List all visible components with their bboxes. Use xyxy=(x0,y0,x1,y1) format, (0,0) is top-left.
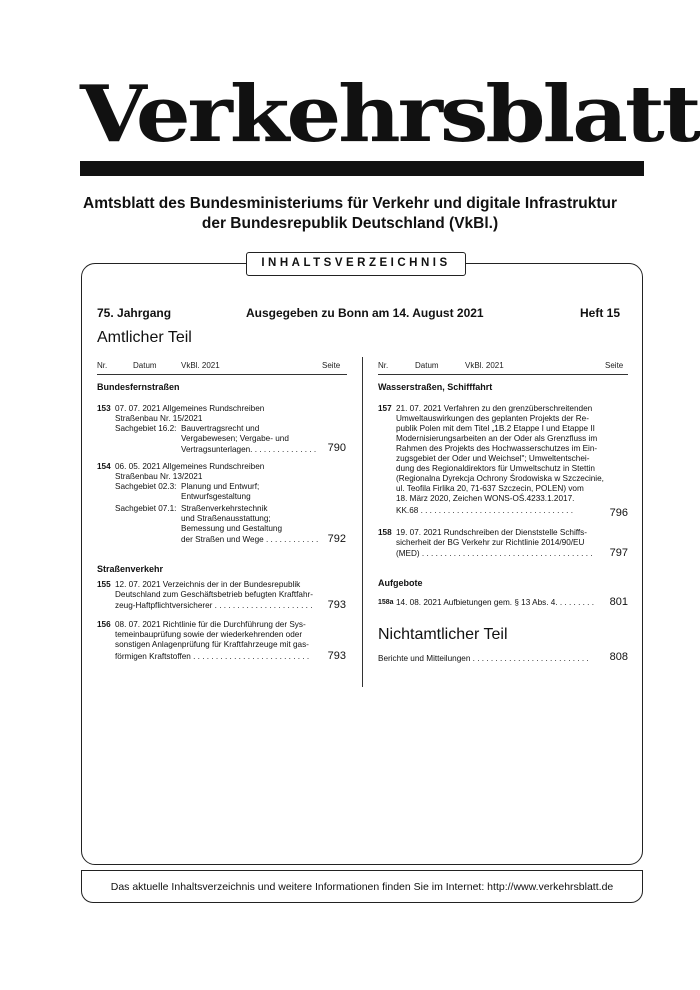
entry-154-line: und Straßenausstattung; xyxy=(181,514,271,523)
entry-157-line: Rahmen des Projekts des Hochwasserschutzes im Ein- xyxy=(396,444,598,453)
masthead-rule xyxy=(80,161,644,176)
entry-157-page[interactable]: 796 xyxy=(609,507,628,519)
jahrgang: 75. Jahrgang xyxy=(97,306,172,320)
entry-153-line: Bauvertragsrecht und xyxy=(181,424,260,433)
col-vkbl-left: VkBl. 2021 xyxy=(181,361,220,370)
entry-153-page[interactable]: 790 xyxy=(327,442,346,454)
entry-berichte-page[interactable]: 808 xyxy=(609,651,628,663)
col-nr-right: Nr. xyxy=(378,361,389,370)
issue-date: Ausgegeben zu Bonn am 14. August 2021 xyxy=(246,306,484,320)
entry-157-number: 157 xyxy=(378,404,392,413)
entry-153-number: 153 xyxy=(97,404,111,413)
entry-157-line: 18. März 2020, Zeichen WONS-OŚ.4233.1.2017. xyxy=(396,494,575,503)
entry-154-line: Sachgebiet 07.1: xyxy=(115,504,177,513)
entry-157-line: (Regionalna Dyrekcja Ochrony Środowiska w Szczecinie, xyxy=(396,474,604,483)
amtlicher-teil-heading: Amtlicher Teil xyxy=(97,329,192,346)
subtitle-line-1: Amtsblatt des Bundesministeriums für Verkehr und digitale Infrastruktur xyxy=(83,195,617,212)
entry-154-line: Planung und Entwurf; xyxy=(181,482,260,491)
entry-156-number: 156 xyxy=(97,620,111,629)
entry-berichte-line: Berichte und Mitteilungen . . . . . . . . . . . . . . . . . . . . . . . . . . xyxy=(378,654,589,663)
entry-158-number: 158 xyxy=(378,528,392,537)
entry-158-line: 19. 07. 2021 Rundschreiben der Dienststelle Schiffs- xyxy=(396,528,588,537)
entry-158a-number: 158a xyxy=(378,599,394,606)
entry-153-line: Vertragsunterlagen. . . . . . . . . . . . . . . xyxy=(181,445,317,454)
entry-153-line: Straßenbau Nr. 15/2021 xyxy=(115,414,203,423)
entry-154-number: 154 xyxy=(97,462,111,471)
entry-156-line: sonstigen Anlagenprüfung für Kraftfahrzeuge mit gas- xyxy=(115,640,309,649)
section-aufgebote: Aufgebote xyxy=(378,578,423,588)
heft-number: Heft 15 xyxy=(580,306,621,320)
entry-157-line: Modernisierungsarbeiten an der Oder als Grenzfluss im xyxy=(396,434,598,443)
entry-153-line: Sachgebiet 16.2: xyxy=(115,424,177,433)
col-datum-left: Datum xyxy=(133,361,157,370)
entry-157-line: dung des Regionaldirektors für Umweltschutz in Stettin xyxy=(396,464,595,473)
entry-157-line: zugsgebiet der Oder und Weichsel"; Umweltentschei- xyxy=(396,454,590,463)
entry-154-line: Straßenverkehrstechnik xyxy=(181,504,268,513)
entry-157-line: ul. Teofila Firlika 20, 71-637 Szczecin, POLEN) vom xyxy=(396,484,584,493)
masthead-logo: Verkehrsblatt xyxy=(80,68,699,160)
entry-153-line: 07. 07. 2021 Allgemeines Rundschreiben xyxy=(115,404,265,413)
col-rule-left xyxy=(97,374,347,375)
subtitle-line-2: der Bundesrepublik Deutschland (VkBl.) xyxy=(201,215,499,232)
entry-158-line: (MED) . . . . . . . . . . . . . . . . . . . . . . . . . . . . . . . . . . . . . . xyxy=(396,549,593,558)
col-rule-right xyxy=(378,374,628,375)
section-strassenverkehr: Straßenverkehr xyxy=(97,564,164,574)
footer-text: Das aktuelle Inhaltsverzeichnis und weitere Informationen finden Sie im Internet: http://www.verkehrsblatt.de xyxy=(110,881,614,893)
entry-157-line: publik Polen mit dem Titel „1B.2 Etappe I und Etappe II xyxy=(396,424,595,433)
entry-156-page[interactable]: 793 xyxy=(327,650,346,662)
entry-158-page[interactable]: 797 xyxy=(609,547,628,559)
entry-158a-line: 14. 08. 2021 Aufbietungen gem. § 13 Abs. 4. . . . . . . . . xyxy=(396,598,594,607)
entry-156-line: 08. 07. 2021 Richtlinie für die Durchführung der Sys- xyxy=(115,620,306,629)
entry-155-line: Deutschland zum Geschäftsbetrieb befugten Kraftfahr- xyxy=(115,590,313,599)
entry-155-line: 12. 07. 2021 Verzeichnis der in der Bundesrepublik xyxy=(115,580,301,589)
entry-154-line: Entwurfsgestaltung xyxy=(181,492,251,501)
section-wasserstrassen: Wasserstraßen, Schifffahrt xyxy=(378,382,493,392)
entry-156-line: förmigen Kraftstoffen . . . . . . . . . . . . . . . . . . . . . . . . . . xyxy=(115,652,310,661)
col-datum-right: Datum xyxy=(415,361,439,370)
toc-title: INHALTSVERZEICHNIS xyxy=(246,252,466,276)
entry-154-line: Straßenbau Nr. 13/2021 xyxy=(115,472,203,481)
column-divider xyxy=(362,357,363,687)
entry-154-page[interactable]: 792 xyxy=(327,533,346,545)
entry-154-line: Sachgebiet 02.3: xyxy=(115,482,177,491)
entry-158a-page[interactable]: 801 xyxy=(609,596,628,608)
entry-155-number: 155 xyxy=(97,580,111,589)
nichtamtlicher-teil-heading: Nichtamtlicher Teil xyxy=(378,626,508,643)
col-seite-left: Seite xyxy=(322,361,341,370)
entry-157-line: KK.68 . . . . . . . . . . . . . . . . . . . . . . . . . . . . . . . . . . xyxy=(396,506,573,515)
entry-153-line: Vergabewesen; Vergabe- und xyxy=(181,434,289,443)
entry-154-line: der Straßen und Wege . . . . . . . . . . . . xyxy=(181,535,319,544)
col-nr-left: Nr. xyxy=(97,361,108,370)
entry-154-line: 06. 05. 2021 Allgemeines Rundschreiben xyxy=(115,462,265,471)
entry-155-line: zeug-Haftpflichtversicherer . . . . . . . . . . . . . . . . . . . . . . xyxy=(115,601,313,610)
entry-158-line: sicherheit der BG Verkehr zur Richtlinie 2014/90/EU xyxy=(396,538,585,547)
section-bundesfernstrassen: Bundesfernstraßen xyxy=(97,382,180,392)
entry-154-line: Bemessung und Gestaltung xyxy=(181,524,283,533)
entry-155-page[interactable]: 793 xyxy=(327,599,346,611)
entry-157-line: Umweltauswirkungen des geplanten Projekts der Re- xyxy=(396,414,589,423)
col-vkbl-right: VkBl. 2021 xyxy=(465,361,504,370)
col-seite-right: Seite xyxy=(605,361,624,370)
entry-156-line: temeinbauprüfung sowie der wiederkehrenden oder xyxy=(115,630,303,639)
entry-157-line: 21. 07. 2021 Verfahren zu den grenzüberschreitenden xyxy=(396,404,593,413)
